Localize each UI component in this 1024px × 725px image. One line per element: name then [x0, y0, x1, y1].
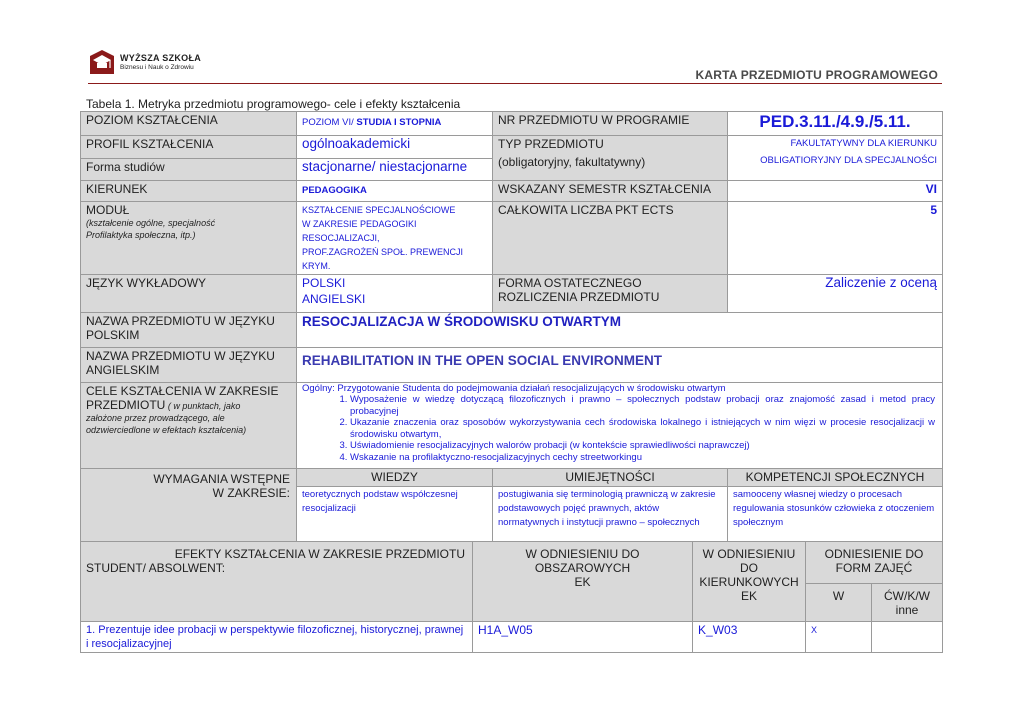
prereq-knowledge-value: teoretycznych podstaw współczesnej resocjalizacji — [297, 487, 493, 542]
name-en-label-line2: ANGIELSKIM — [86, 363, 160, 377]
subject-type-value-line2: OBLIGATIORYJNY DLA SPECJALNOŚCI — [760, 155, 938, 166]
direction-effects-header-line1: W ODNIESIENIU — [702, 547, 796, 561]
name-pl-label — [81, 313, 297, 348]
class-form-header-line1: ODNIESIENIE DO — [824, 547, 924, 561]
table-row — [81, 348, 943, 383]
table-row — [81, 542, 943, 584]
level-label: POZIOM KSZTAŁCENIA — [81, 112, 297, 136]
profile-label: PROFIL KSZTAŁCENIA — [81, 136, 297, 159]
level-value-bold: STUDIA I STOPNIA — [356, 117, 442, 128]
list-item: 2. Ukazanie znaczenia oraz sposobów wykorzystywania cech środowiska lokalnego i istniejących w nim więzi w procesie resocjalizacji w środowisku otwartym, — [350, 417, 937, 440]
level-value-prefix: POZIOM VI/ — [302, 117, 357, 128]
name-pl-value: RESOCJALIZACJA W ŚRODOWISKU OTWARTYM — [297, 313, 943, 348]
subject-type-value-line1: FAKULTATYWNY DLA KIERUNKU — [790, 138, 938, 149]
class-form-w-header: W — [806, 584, 872, 622]
goals-label-line2 — [86, 398, 291, 412]
table-row — [81, 469, 943, 487]
module-hint-line2: Profilaktyka społeczna, itp.) — [86, 230, 196, 240]
goals-value — [297, 383, 943, 469]
class-form-header — [806, 542, 943, 584]
assessment-value: Zaliczenie z oceną — [728, 275, 943, 313]
table-row — [81, 136, 943, 159]
assessment-label — [493, 275, 728, 313]
goals-label-line2-text: PRZEDMIOTU — [86, 398, 166, 412]
logo-line-1: WYŻSZA SZKOŁA — [120, 53, 202, 63]
direction-effects-header-line4: EK — [741, 589, 758, 603]
header-divider — [88, 83, 942, 84]
study-form-label: Forma studiów — [81, 159, 297, 181]
program-number-value: PED.3.11./4.9./5.11. — [728, 112, 943, 136]
program-number-label: NR PRZEDMIOTU W PROGRAMIE — [493, 112, 728, 136]
goals-label-hint3: odzwierciedlone w efektach kształcenia) — [86, 425, 247, 435]
effects-header — [81, 542, 473, 622]
prerequisites-label — [81, 469, 297, 542]
goals-label-hint2: założone przez prowadzącego, ale — [86, 413, 225, 423]
logo-text — [120, 54, 201, 72]
prerequisites-label-line2: W ZAKRESIE: — [212, 486, 290, 500]
subject-type-label-line2: (obligatoryjny, fakultatywny) — [498, 155, 646, 169]
table-row — [81, 313, 943, 348]
assessment-label-line1: FORMA OSTATECZNEGO — [498, 276, 642, 290]
module-value-line1: KSZTAŁCENIE SPECJALNOŚCIOWE — [302, 205, 456, 215]
list-item: 4. Wskazanie na profilaktyczno-resocjalizacyjnych cechy streetworkingu — [350, 452, 937, 464]
school-logo — [88, 48, 206, 78]
language-value-line1: POLSKI — [302, 276, 346, 290]
table-caption: Tabela 1. Metryka przedmiotu programowego- cele i efekty kształcenia — [86, 97, 461, 111]
level-value — [297, 112, 493, 136]
study-form-value: stacjonarne/ niestacjonarne — [297, 159, 493, 181]
effect-1-text: 1. Prezentuje idee probacji w perspektywie filozoficznej, historycznej, prawnej i resocjalizacyjnej — [81, 622, 473, 653]
prereq-social-value: samooceny własnej wiedzy o procesach regulowania stosunków człowieka z otoczeniem społecznym — [728, 487, 943, 542]
ects-value: 5 — [728, 202, 943, 275]
prereq-skills-value: postugiwania się terminologią prawniczą w zakresie podstawowych pojęć prawnych, aktów normatywnych i instytucji prawno – społecznych — [493, 487, 728, 542]
semester-label: WSKAZANY SEMESTR KSZTAŁCENIA — [493, 181, 728, 202]
effect-1-w: X — [806, 622, 872, 653]
class-form-header-line2: FORM ZAJĘĆ — [835, 561, 913, 575]
table-row — [81, 202, 943, 275]
course-metadata-table — [80, 111, 943, 653]
direction-effects-header — [693, 542, 806, 622]
prereq-skills-header: UMIEJĘTNOŚCI — [493, 469, 728, 487]
name-en-label-line1: NAZWA PRZEDMIOTU W JĘZYKU — [86, 349, 275, 363]
name-en-label — [81, 348, 297, 383]
subject-type-label-line1: TYP PRZEDMIOTU — [498, 137, 604, 151]
subject-type-value — [728, 136, 943, 181]
module-value-line2: W ZAKRESIE PEDAGOGIKI RESOCJALIZACJI, — [302, 219, 417, 243]
logo-line-2: Biznesu i Nauk o Zdrowiu — [120, 64, 194, 71]
effect-1-direction: K_W03 — [693, 622, 806, 653]
document-title: KARTA PRZEDMIOTU PROGRAMOWEGO — [695, 68, 938, 82]
direction-label: KIERUNEK — [81, 181, 297, 202]
name-pl-label-line2: POLSKIM — [86, 328, 140, 342]
graduation-cap-icon — [88, 48, 116, 78]
name-en-value: REHABILITATION IN THE OPEN SOCIAL ENVIRONMENT — [297, 348, 943, 383]
list-item: 3. Uświadomienie resocjalizacyjnych walorów probacji (w kontekście sprawiedliwości naprawczej) — [350, 440, 937, 452]
table-row — [81, 622, 943, 653]
table-row — [81, 112, 943, 136]
effects-header-line2: STUDENT/ ABSOLWENT: — [86, 561, 226, 575]
class-form-cw-line1: ĆW/K/W — [884, 589, 931, 603]
name-pl-label-line1: NAZWA PRZEDMIOTU W JĘZYKU — [86, 314, 275, 328]
assessment-label-line2: ROZLICZENIA PRZEDMIOTU — [498, 290, 660, 304]
language-value-line2: ANGIELSKI — [302, 292, 366, 306]
goals-label-line1: CELE KSZTAŁCENIA W ZAKRESIE — [86, 384, 279, 398]
direction-effects-header-line2: DO — [740, 561, 759, 575]
goals-general: Ogólny: Przygotowanie Studenta do podejmowania działań resocjalizujących w środowisku otwartym — [302, 383, 726, 394]
module-value — [297, 202, 493, 275]
ects-label: CAŁKOWITA LICZBA PKT ECTS — [493, 202, 728, 275]
table-row — [81, 383, 943, 469]
page-header — [88, 48, 942, 88]
prereq-knowledge-header: WIEDZY — [297, 469, 493, 487]
goals-label-hint1: ( w punktach, jako — [165, 401, 241, 411]
prerequisites-label-line1: WYMAGANIA WSTĘPNE — [153, 472, 290, 486]
direction-value: PEDAGOGIKA — [297, 181, 493, 202]
area-effects-header-line2: EK — [574, 575, 591, 589]
table-row — [81, 275, 943, 313]
direction-effects-header-line3: KIERUNKOWYCH — [699, 575, 799, 589]
prereq-social-header: KOMPETENCJI SPOŁECZNYCH — [728, 469, 943, 487]
class-form-cw-header — [872, 584, 943, 622]
list-item: 1. Wyposażenie w wiedzę dotyczącą filozoficznych i prawno – społecznych podstaw probacji oraz znajomość zasad i metod pracy probacyjnej — [350, 394, 937, 417]
subject-type-label — [493, 136, 728, 181]
language-label: JĘZYK WYKŁADOWY — [81, 275, 297, 313]
semester-value: VI — [728, 181, 943, 202]
area-effects-header-line1: W ODNIESIENIU DO OBSZAROWYCH — [525, 547, 640, 575]
module-label-cell — [81, 202, 297, 275]
effect-1-cw — [872, 622, 943, 653]
profile-value: ogólnoakademicki — [297, 136, 493, 159]
area-effects-header — [473, 542, 693, 622]
goals-list — [302, 394, 937, 463]
module-value-line3: PROF.ZAGROŻEŃ SPOŁ. PREWENCJI KRYM. — [302, 247, 464, 271]
effect-1-area: H1A_W05 — [473, 622, 693, 653]
effects-header-line1: EFEKTY KSZTAŁCENIA W ZAKRESIE PRZEDMIOTU — [174, 547, 465, 561]
module-hint-line1: (kształcenie ogólne, specjalność — [86, 218, 216, 228]
table-row — [81, 181, 943, 202]
goals-label — [81, 383, 297, 469]
class-form-cw-line2: inne — [895, 603, 919, 617]
language-value — [297, 275, 493, 313]
module-label: MODUŁ — [86, 203, 130, 217]
